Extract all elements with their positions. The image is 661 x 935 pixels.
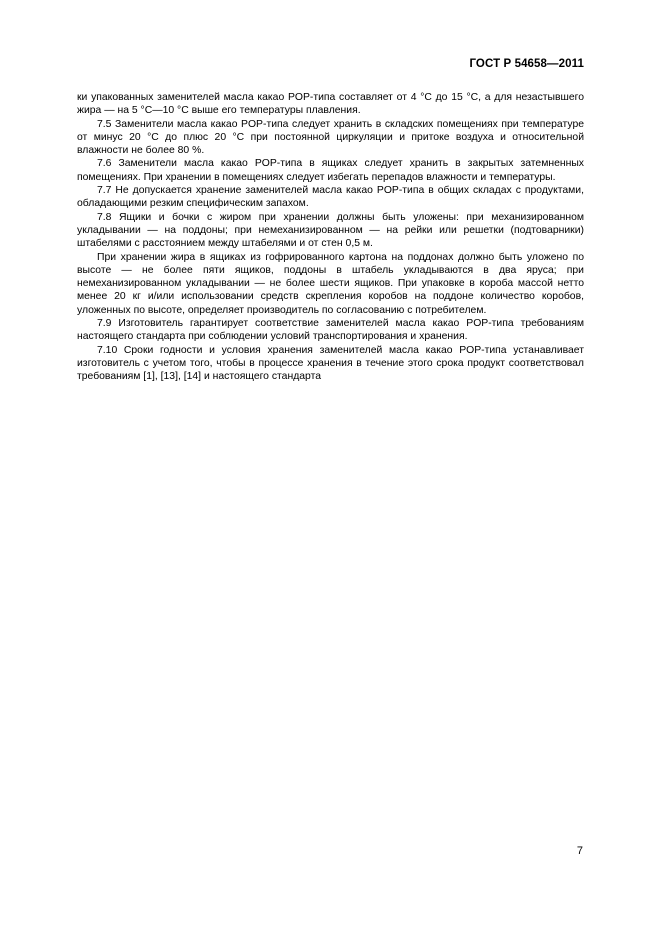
document-header: ГОСТ Р 54658—2011 [469, 58, 584, 70]
paragraph-7-6: 7.6 Заменители масла какао POP-типа в ящиках следует хранить в закрытых затемненных помещениях. При хранении в помещениях следует избегать перепадов влажности и температуры. [77, 158, 584, 183]
paragraph-7-8: 7.8 Ящики и бочки с жиром при хранении должны быть уложены: при механизированном укладывании — на поддоны; при немеханизированном — на рейки или решетки (подтоварники) штабелями с расстоянием между штабелями и от стен 0,5 м. [77, 211, 584, 250]
paragraph-7-10: 7.10 Сроки годности и условия хранения заменителей масла какао POP-типа устанавливает изготовитель с учетом того, чтобы в процессе хранения в течение этого срока продукт соответствовал требованиям [1], [13], [14] и настоящего стандарта [77, 344, 584, 383]
paragraph-continuation: ки упакованных заменителей масла какао POP-типа составляет от 4 °С до 15 °С, а для незастывшего жира — на 5 °С—10 °С выше его температуры плавления. [77, 92, 584, 117]
paragraph-7-8-cont: При хранении жира в ящиках из гофрированного картона на поддонах должно быть уложено по высоте — не более пяти ящиков, поддоны в штабель укладываются в два яруса; при немеханизированном укладывании — не более шести ящиков. При упаковке в короба массой нетто менее 20 кг и/или использовании средств скрепления коробов на поддоне количество коробов, уложенных по высоте, определяет производитель по согласованию с потребителем. [77, 251, 584, 316]
page-number: 7 [576, 845, 583, 857]
paragraph-7-7: 7.7 Не допускается хранение заменителей масла какао POP-типа в общих складах с продуктами, обладающими резким специфическим запахом. [77, 185, 584, 210]
paragraph-7-9: 7.9 Изготовитель гарантирует соответствие заменителей масла какао POP-типа требованиям настоящего стандарта при соблюдении условий транспортирования и хранения. [77, 318, 584, 343]
document-body [77, 91, 584, 384]
paragraph-7-5: 7.5 Заменители масла какао POP-типа следует хранить в складских помещениях при температуре от минус 20 °С до плюс 20 °С при постоянной циркуляции и притоке воздуха и относительной влажности не более 80 %. [77, 118, 584, 157]
